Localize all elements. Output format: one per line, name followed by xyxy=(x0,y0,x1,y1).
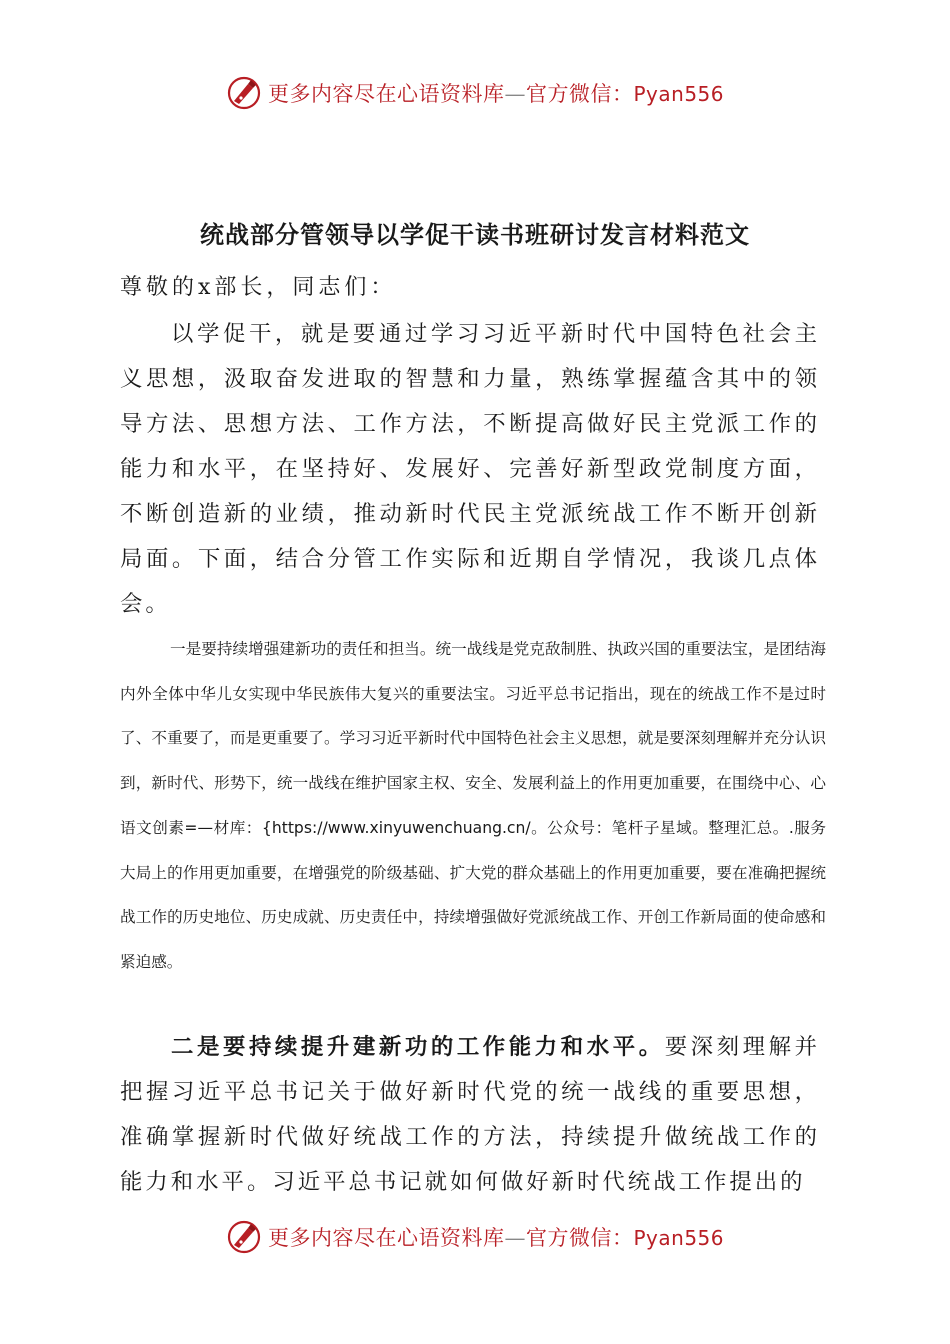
paragraph-point-two xyxy=(120,1025,820,1205)
footer-banner xyxy=(0,1217,950,1257)
pen-nib-circle-icon xyxy=(226,1219,262,1255)
point-two-heading: 二是要持续提升建新功的工作能力和水平。 xyxy=(171,1034,665,1060)
paragraph-intro: 以学促干，就是要通过学习习近平新时代中国特色社会主义思想，汲取奋发进取的智慧和力量，熟练掌握蕴含其中的领导方法、思想方法、工作方法，不断提高做好民主党派工作的能力和水平，在坚持好、发展好、完善好新型政党制度方面，不断创造新的业绩，推动新时代民主党派统战工作不断开创新局面。下面，结合分管工作实际和近期自学情况，我谈几点体会。 xyxy=(120,321,820,617)
banner-text: 更多内容尽在心语资料库—官方微信：Pyan556 xyxy=(267,82,724,106)
salutation: 尊敬的x部长，同志们： xyxy=(120,275,397,300)
pen-nib-circle-icon xyxy=(226,75,262,111)
header-banner xyxy=(0,73,950,113)
banner-text: 更多内容尽在心语资料库—官方微信：Pyan556 xyxy=(267,1226,724,1250)
point-two-body: 要深刻理解并把握习近平总书记关于做好新时代党的统一战线的重要思想，准确掌握新时代做好统战工作的方法，持续提升做统战工作的能力和水平。习近平总书记就如何做好新时代统战工作提出的 xyxy=(120,1034,821,1195)
document-title: 统战部分管领导以学促干读书班研讨发言材料范文 xyxy=(200,220,750,249)
paragraph-point-one: 一是要持续增强建新功的责任和担当。统一战线是党克敌制胜、执政兴国的重要法宝，是团结海内外全体中华儿女实现中华民族伟大复兴的重要法宝。习近平总书记指出，现在的统战工作不是过时了、不重要了，而是更重要了。学习习近平新时代中国特色社会主义思想，就是要深刻理解并充分认识到，新时代、形势下，统一战线在维护国家主权、安全、发展利益上的作用更加重要，在围绕中心、心语文创素=—材库：{https://www.xinyuwenchuang.cn/。公众号：笔杆子星域。整理汇总。.服务大局上的作用更加重要，在增强党的阶级基础、扩大党的群众基础上的作用更加重要，要在准确把握统战工作的历史地位、历史成就、历史责任中，持续增强做好党派统战工作、开创工作新局面的使命感和紧迫感。 xyxy=(120,640,826,971)
